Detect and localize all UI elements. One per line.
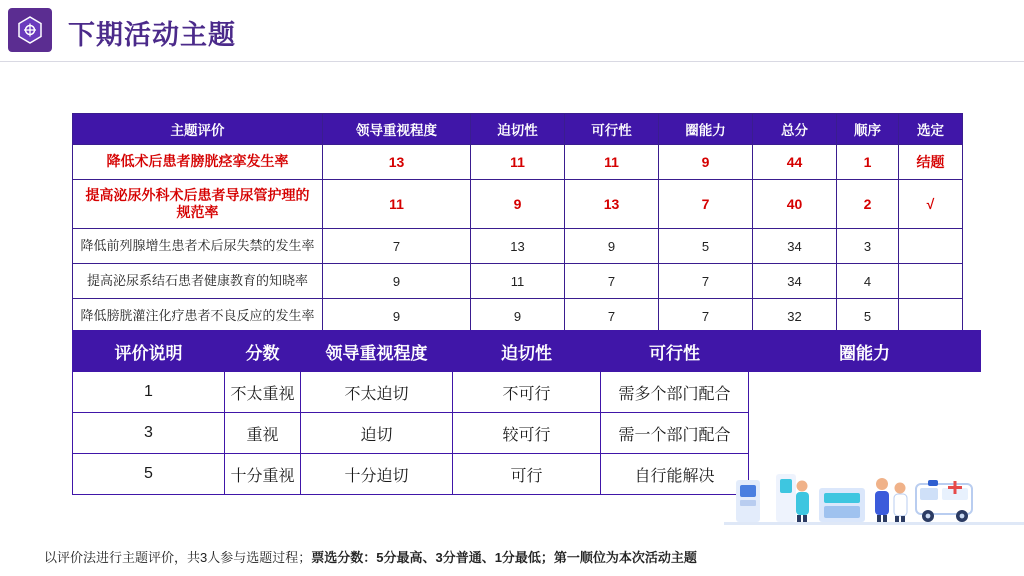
cell-selected: 结题 <box>899 145 963 180</box>
cell-feasibility: 13 <box>565 180 659 229</box>
cell-selected <box>899 299 963 334</box>
legend-cell-feasibility: 可行 <box>453 454 601 495</box>
cell-order: 5 <box>837 299 899 334</box>
legend-cell-score: 3 <box>73 413 225 454</box>
cell-capability: 7 <box>659 180 753 229</box>
footnote-bold: 票选分数：5分最高、3分普通、1分最低；第一顺位为本次活动主题 <box>311 550 697 565</box>
legend-cell-urgency: 不太迫切 <box>301 372 453 413</box>
legend-cell-leadership: 十分重视 <box>225 454 301 495</box>
cell-selected: √ <box>899 180 963 229</box>
col-topic: 主题评价 <box>73 114 323 145</box>
cell-selected <box>899 229 963 264</box>
legend-cell-capability: 需多个部门配合 <box>601 372 749 413</box>
cell-total: 32 <box>753 299 837 334</box>
legend-row <box>73 372 981 413</box>
cell-capability: 9 <box>659 145 753 180</box>
legend-cell-feasibility: 不可行 <box>453 372 601 413</box>
table-row <box>73 299 963 334</box>
cell-order: 1 <box>837 145 899 180</box>
footnote <box>44 547 697 566</box>
table-header-row <box>73 114 963 145</box>
evaluation-table <box>72 113 963 334</box>
cell-capability: 7 <box>659 299 753 334</box>
col-capability: 圈能力 <box>659 114 753 145</box>
legend-cell-capability: 需一个部门配合 <box>601 413 749 454</box>
cell-topic: 降低前列腺增生患者术后尿失禁的发生率 <box>73 229 323 264</box>
cell-leadership: 9 <box>323 299 471 334</box>
col-total: 总分 <box>753 114 837 145</box>
cell-feasibility: 7 <box>565 299 659 334</box>
cell-leadership: 7 <box>323 229 471 264</box>
cell-topic: 提高泌尿系结石患者健康教育的知晓率 <box>73 264 323 299</box>
legend-table <box>72 330 981 495</box>
table-row <box>73 145 963 180</box>
cell-urgency: 9 <box>471 299 565 334</box>
legend-cell-capability: 自行能解决 <box>601 454 749 495</box>
cell-order: 3 <box>837 229 899 264</box>
col-selected: 选定 <box>899 114 963 145</box>
col-leadership: 领导重视程度 <box>323 114 471 145</box>
cell-total: 34 <box>753 264 837 299</box>
cell-capability: 5 <box>659 229 753 264</box>
cell-urgency: 9 <box>471 180 565 229</box>
cell-total: 40 <box>753 180 837 229</box>
header-divider <box>0 61 1024 62</box>
table-row <box>73 264 963 299</box>
cell-order: 4 <box>837 264 899 299</box>
cell-feasibility: 7 <box>565 264 659 299</box>
cell-feasibility: 11 <box>565 145 659 180</box>
legend-title: 评价说明 <box>73 331 225 372</box>
col-order: 顺序 <box>837 114 899 145</box>
legend-cell-leadership: 重视 <box>225 413 301 454</box>
cell-total: 34 <box>753 229 837 264</box>
legend-row <box>73 413 981 454</box>
legend-col-score: 分数 <box>225 331 301 372</box>
table-row <box>73 229 963 264</box>
legend-cell-score: 1 <box>73 372 225 413</box>
col-feasibility: 可行性 <box>565 114 659 145</box>
legend-cell-score: 5 <box>73 454 225 495</box>
cell-urgency: 11 <box>471 264 565 299</box>
cell-selected <box>899 264 963 299</box>
cell-feasibility: 9 <box>565 229 659 264</box>
legend-col-capability: 圈能力 <box>749 331 981 372</box>
cell-capability: 7 <box>659 264 753 299</box>
legend-col-urgency: 迫切性 <box>453 331 601 372</box>
legend-row <box>73 454 981 495</box>
page-title: 下期活动主题 <box>68 20 236 50</box>
cell-topic: 降低术后患者膀胱痉挛发生率 <box>73 145 323 180</box>
cell-order: 2 <box>837 180 899 229</box>
legend-cell-urgency: 十分迫切 <box>301 454 453 495</box>
col-urgency: 迫切性 <box>471 114 565 145</box>
cell-leadership: 13 <box>323 145 471 180</box>
legend-cell-leadership: 不太重视 <box>225 372 301 413</box>
page-header <box>0 0 1024 62</box>
table-row <box>73 180 963 229</box>
legend-cell-urgency: 迫切 <box>301 413 453 454</box>
legend-header-row <box>73 331 981 372</box>
cell-leadership: 11 <box>323 180 471 229</box>
footnote-plain: 以评价法进行主题评价，共3人参与选题过程； <box>44 550 312 565</box>
cell-urgency: 13 <box>471 229 565 264</box>
hexagon-badge-icon <box>8 8 52 52</box>
cell-leadership: 9 <box>323 264 471 299</box>
legend-cell-feasibility: 较可行 <box>453 413 601 454</box>
cell-topic: 提高泌尿外科术后患者导尿管护理的规范率 <box>73 180 323 229</box>
cell-total: 44 <box>753 145 837 180</box>
cell-topic: 降低膀胱灌注化疗患者不良反应的发生率 <box>73 299 323 334</box>
legend-col-feasibility: 可行性 <box>601 331 749 372</box>
cell-urgency: 11 <box>471 145 565 180</box>
legend-col-leadership: 领导重视程度 <box>301 331 453 372</box>
